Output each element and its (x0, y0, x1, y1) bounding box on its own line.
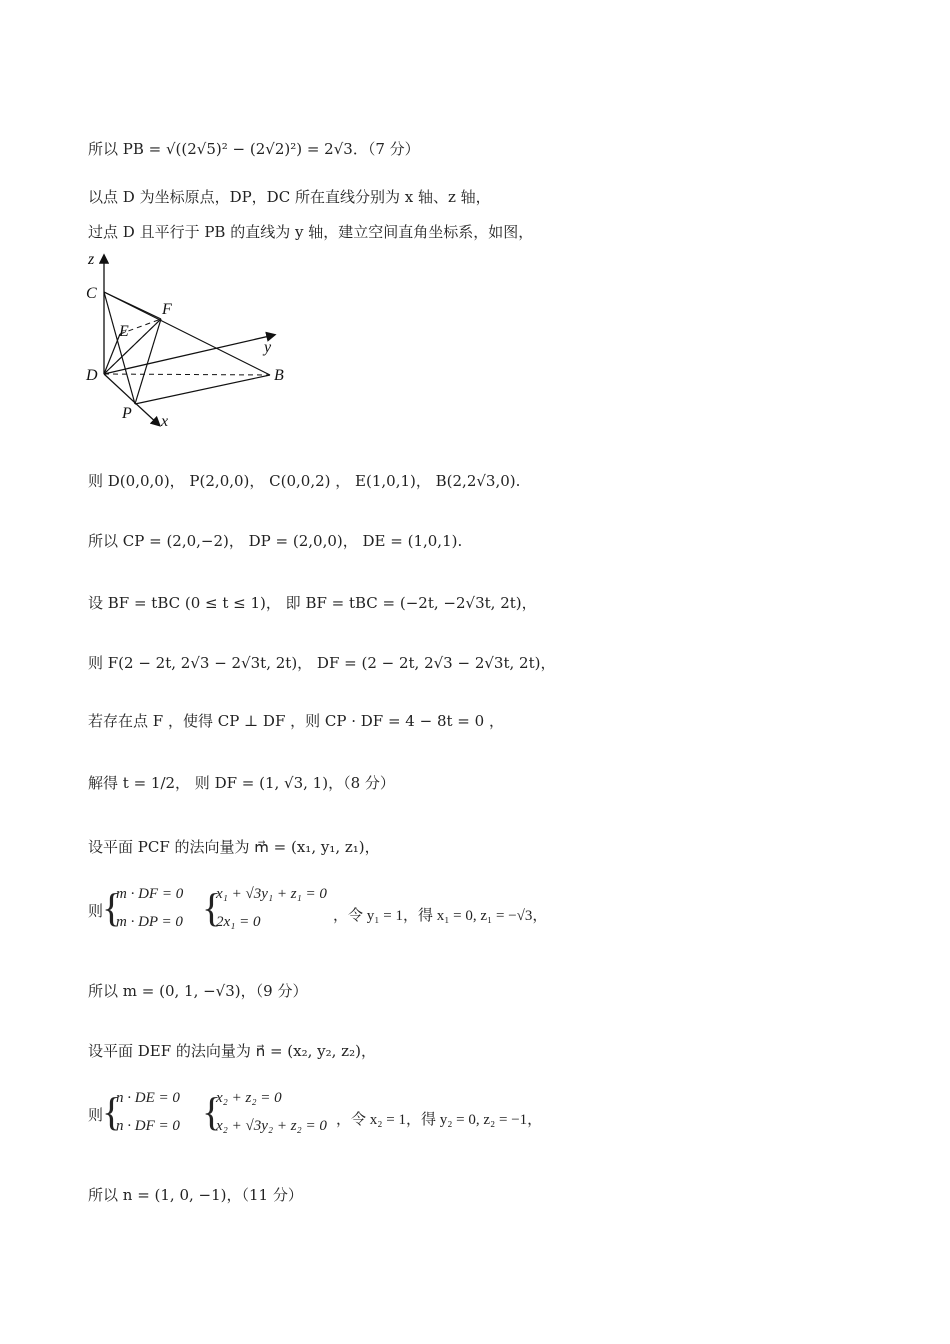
eq-sys2-b: 2x₁ = 0 (216, 914, 261, 930)
prefix-ze-2: 则 (88, 1108, 104, 1124)
eq-sys2-c: x₂ + z₂ = 0 (216, 1090, 282, 1106)
eq-sys2-a: x₁ + √3y₁ + z₁ = 0 (216, 886, 327, 902)
line-n-vector: 所以 n = (1, 0, −1)，（11 分） (88, 1186, 303, 1204)
y-axis (104, 335, 274, 374)
line-m-vector: 所以 m = (0, 1, −√3)，（9 分） (88, 982, 308, 1000)
line-y-axis: 过点 D 且平行于 PB 的直线为 y 轴，建立空间直角坐标系，如图， (88, 223, 534, 241)
line-f-coords: 则 F(2 − 2t, 2√3 − 2√3t, 2t)， DF = (2 − 2t, 2√3 − 2√3t, 2t)， (88, 654, 556, 672)
eq-n-de: n · DE = 0 (116, 1090, 180, 1106)
line-bf-param: 设 BF = tBC (0 ≤ t ≤ 1)， 即 BF = tBC = (−2t, −2√3t, 2t)， (88, 594, 537, 612)
label-B: B (274, 367, 284, 384)
label-y: y (264, 339, 272, 356)
line-perpendicular: 若存在点 F ，使得 CP ⊥ DF ，则 CP · DF = 4 − 8t = 0 ， (88, 712, 504, 730)
suffix-let-y1: ，令 y₁ = 1，得 x₁ = 0, z₁ = −√3， (333, 908, 548, 924)
eq-sys2-d: x₂ + √3y₂ + z₂ = 0 (216, 1118, 327, 1134)
line-coordinate-origin: 以点 D 为坐标原点，DP，DC 所在直线分别为 x 轴、z 轴， (88, 188, 491, 206)
system-def: 则 { n · DE = 0 n · DF = 0 { x₂ + z₂ = 0 x₂ + √3y₂ + z₂ = 0 ，令 x₂ = 1，得 y₂ = 0, z₂ = −1， (88, 1089, 543, 1134)
eq-n-df: n · DF = 0 (116, 1118, 180, 1134)
eq-m-dp: m · DP = 0 (116, 914, 183, 930)
label-C: C (86, 285, 97, 302)
line-solve-t: 解得 t = 1/2， 则 DF = (1, √3, 1)，（8 分） (88, 774, 395, 792)
label-P: P (122, 405, 132, 422)
line-normal-def: 设平面 DEF 的法向量为 n⃗ = (x₂, y₂, z₂)， (88, 1042, 376, 1060)
system-pcf: 则 { m · DF = 0 m · DP = 0 { x₁ + √3y₁ + z₁ = 0 2x₁ = 0 ，令 y₁ = 1，得 x₁ = 0, z₁ = −√3， (88, 885, 548, 930)
line-pb-result: 所以 PB = √((2√5)² − (2√2)²) = 2√3．（7 分） (88, 140, 420, 158)
label-E: E (119, 323, 129, 340)
eq-m-df: m · DF = 0 (116, 886, 184, 902)
label-x: x (161, 413, 169, 430)
suffix-let-x2: ，令 x₂ = 1，得 y₂ = 0, z₂ = −1， (336, 1112, 543, 1128)
label-D: D (86, 367, 98, 384)
label-z: z (88, 251, 95, 268)
label-F: F (162, 301, 172, 318)
prefix-ze: 则 (88, 904, 104, 920)
line-normal-pcf: 设平面 PCF 的法向量为 m⃗ = (x₁, y₁, z₁)， (88, 838, 380, 856)
line-point-coords: 则 D(0,0,0)， P(2,0,0)， C(0,0,2) ， E(1,0,1)， B(2,2√3,0). (88, 472, 521, 490)
coordinate-figure (84, 248, 304, 433)
line-vectors: 所以 CP = (2,0,−2)， DP = (2,0,0)， DE = (1,0,1). (88, 532, 463, 550)
